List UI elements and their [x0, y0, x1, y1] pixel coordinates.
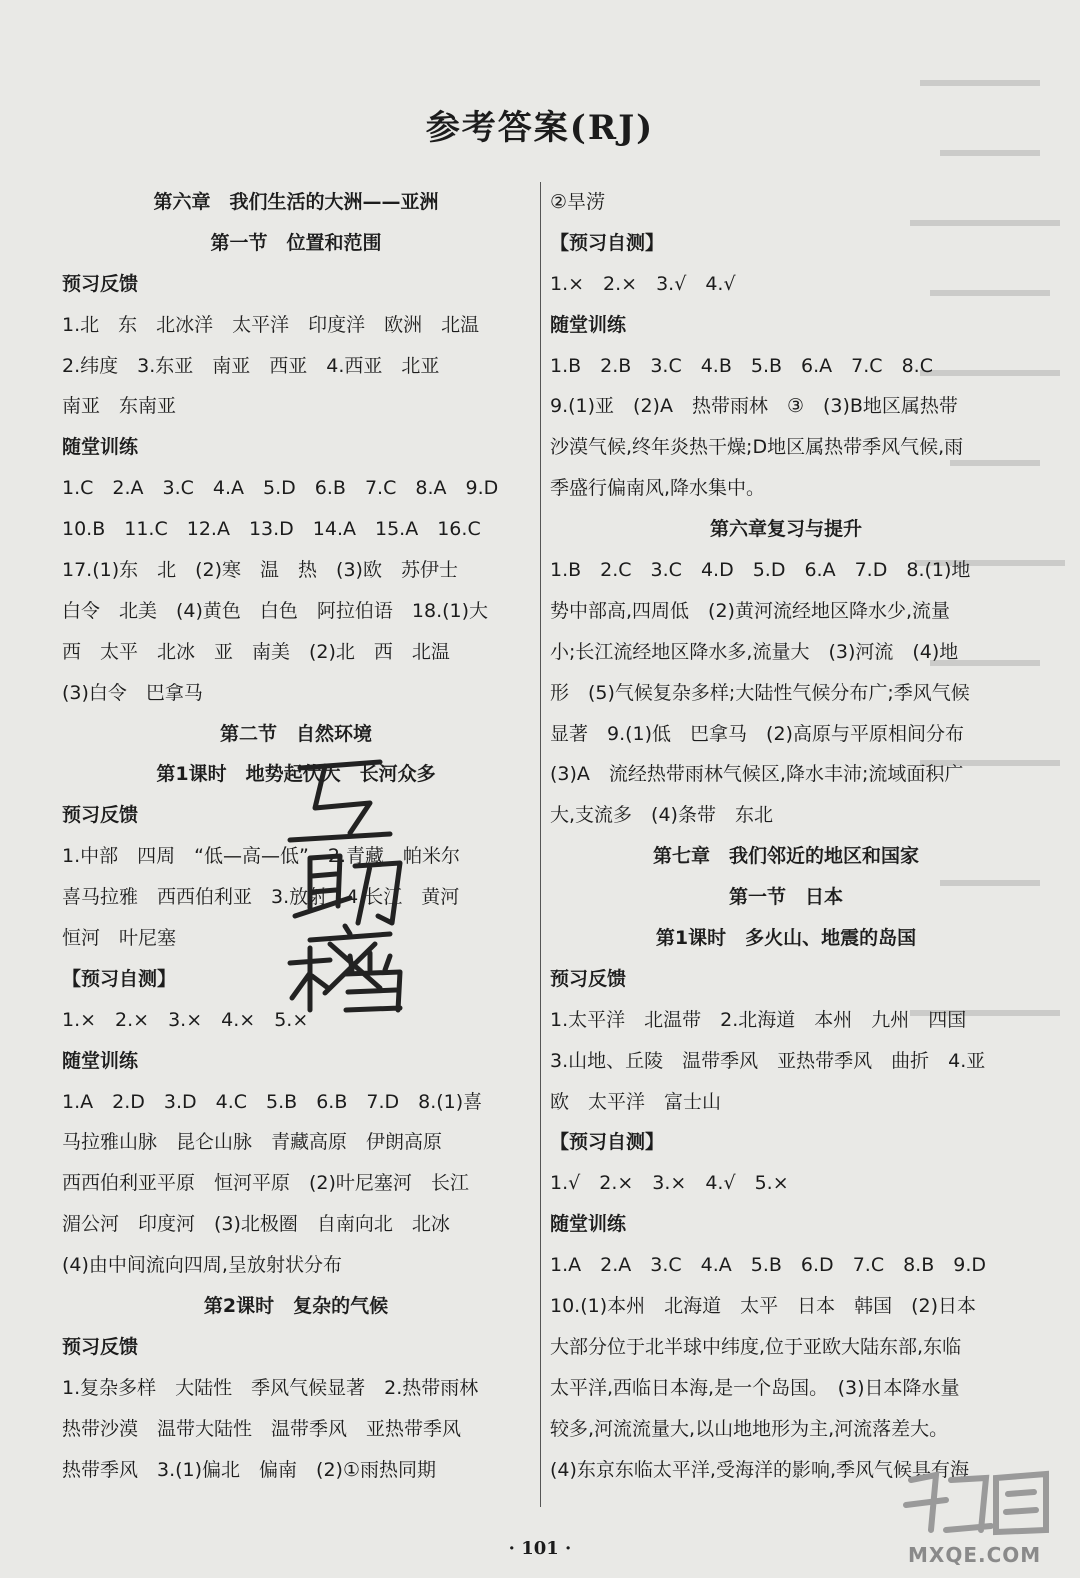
right-answer-line: 季盛行偏南风,降水集中。	[550, 477, 766, 500]
left-subheading: 随堂训练	[62, 436, 139, 459]
right-answer-line: 较多,河流流量大,以山地地形为主,河流落差大。	[550, 1417, 949, 1440]
left-answer-line: 1.复杂多样 大陆性 季风气候显著 2.热带雨林	[62, 1376, 479, 1399]
left-section-heading: 第2课时 复杂的气候	[203, 1295, 389, 1318]
right-answer-line: 1.A 2.A 3.C 4.A 5.B 6.D 7.C 8.B 9.D	[550, 1254, 987, 1277]
left-subheading: 【预习自测】	[62, 967, 177, 990]
right-answer-line: 1.√ 2.× 3.× 4.√ 5.×	[550, 1172, 789, 1195]
left-answer-line: 热带沙漠 温带大陆性 温带季风 亚热带季风	[62, 1417, 462, 1440]
right-answer-line: ②旱涝	[550, 191, 606, 213]
left-answer-line: 热带季风 3.(1)偏北 偏南 (2)①雨热同期	[62, 1458, 436, 1481]
right-answer-line: 小;长江流经地区降水多,流量大 (3)河流 (4)地	[550, 640, 959, 663]
left-answer-line: 1.× 2.× 3.× 4.× 5.×	[62, 1008, 309, 1031]
left-subheading: 预习反馈	[62, 1335, 139, 1358]
page-title: 参考答案(RJ)	[425, 108, 655, 148]
left-answer-line: 1.A 2.D 3.D 4.C 5.B 6.B 7.D 8.(1)喜	[62, 1090, 483, 1113]
right-answer-line: 大部分位于北半球中纬度,位于亚欧大陆东部,东临	[550, 1335, 962, 1358]
left-answer-line: 南亚 东南亚	[62, 395, 177, 418]
left-section-heading: 第六章 我们生活的大洲——亚洲	[153, 191, 439, 213]
right-column	[550, 182, 1022, 1491]
left-answer-line: 湄公河 印度河 (3)北极圈 自南向北 北冰	[62, 1213, 450, 1236]
left-answer-line: 1.C 2.A 3.C 4.A 5.D 6.B 7.C 8.A 9.D	[62, 477, 499, 500]
left-answer-line: 西西伯利亚平原 恒河平原 (2)叶尼塞河 长江	[62, 1172, 469, 1195]
right-answer-line: 1.B 2.B 3.C 4.B 5.B 6.A 7.C 8.C	[550, 354, 933, 377]
left-section-heading: 第1课时 地势起伏大 长河众多	[156, 763, 436, 786]
right-section-heading: 第一节 日本	[728, 886, 843, 909]
right-answer-line: 10.(1)本州 北海道 太平 日本 韩国 (2)日本	[550, 1295, 977, 1318]
right-answer-line: 大,支流多 (4)条带 东北	[550, 804, 773, 827]
right-subheading: 随堂训练	[550, 1213, 627, 1236]
left-answer-line: 喜马拉雅 西西伯利亚 3.放射 4.长江 黄河	[62, 886, 460, 909]
left-answer-line: 西 太平 北冰 亚 南美 (2)北 西 北温	[62, 640, 450, 663]
right-section-heading: 第六章复习与提升	[709, 518, 862, 541]
right-answer-line: (4)东京东临太平洋,受海洋的影响,季风气候具有海	[550, 1458, 969, 1481]
left-answer-line: 17.(1)东 北 (2)寒 温 热 (3)欧 苏伊士	[62, 559, 458, 582]
right-answer-line: 1.B 2.C 3.C 4.D 5.D 6.A 7.D 8.(1)地	[550, 559, 971, 582]
right-subheading: 【预习自测】	[550, 1131, 665, 1154]
left-section-heading: 第二节 自然环境	[219, 722, 372, 745]
right-answer-line: 1.太平洋 北温带 2.北海道 本州 九州 四国	[550, 1008, 967, 1031]
right-answer-line: (3)A 流经热带雨林气候区,降水丰沛;流域面积广	[550, 763, 964, 786]
right-answer-line: 3.山地、丘陵 温带季风 亚热带季风 曲折 4.亚	[550, 1049, 986, 1072]
column-divider	[540, 182, 541, 1507]
right-answer-line: 显著 9.(1)低 巴拿马 (2)高原与平原相间分布	[550, 722, 964, 745]
left-section-heading: 第一节 位置和范围	[210, 231, 382, 254]
right-answer-line: 欧 太平洋 富士山	[550, 1090, 722, 1113]
right-section-heading: 第1课时 多火山、地震的岛国	[655, 927, 917, 950]
left-answer-line: 10.B 11.C 12.A 13.D 14.A 15.A 16.C	[62, 518, 481, 541]
left-answer-line: (4)由中间流向四周,呈放射状分布	[62, 1254, 342, 1277]
left-answer-line: 2.纬度 3.东亚 南亚 西亚 4.西亚 北亚	[62, 354, 440, 377]
right-answer-line: 9.(1)亚 (2)A 热带雨林 ③ (3)B地区属热带	[550, 395, 958, 418]
right-answer-line: 形 (5)气候复杂多样;大陆性气候分布广;季风气候	[550, 681, 970, 704]
right-subheading: 【预习自测】	[550, 231, 665, 254]
left-answer-line: 白令 北美 (4)黄色 白色 阿拉伯语 18.(1)大	[62, 599, 489, 622]
left-answer-line: (3)白令 巴拿马	[62, 681, 203, 704]
right-subheading: 随堂训练	[550, 313, 627, 336]
left-subheading: 预习反馈	[62, 272, 139, 295]
left-subheading: 预习反馈	[62, 804, 139, 827]
right-answer-line: 沙漠气候,终年炎热干燥;D地区属热带季风气候,雨	[550, 436, 964, 459]
right-subheading: 预习反馈	[550, 967, 627, 990]
left-answer-line: 马拉雅山脉 昆仑山脉 青藏高原 伊朗高原	[62, 1131, 443, 1154]
watermark-text: MXQE.COM	[908, 1543, 1042, 1567]
left-subheading: 随堂训练	[62, 1049, 139, 1072]
right-answer-line: 太平洋,西临日本海,是一个岛国。 (3)日本降水量	[550, 1376, 960, 1399]
page-number: · 101 ·	[508, 1538, 572, 1559]
right-section-heading: 第七章 我们邻近的地区和国家	[652, 845, 919, 868]
right-answer-line: 1.× 2.× 3.√ 4.√	[550, 272, 736, 295]
left-answer-line: 1.中部 四周 “低—高—低” 2.青藏 帕米尔	[62, 845, 460, 868]
right-answer-line: 势中部高,四周低 (2)黄河流经地区降水少,流量	[550, 599, 950, 622]
handwritten-annotation	[270, 748, 440, 1018]
left-answer-line: 恒河 叶尼塞	[62, 927, 177, 950]
left-answer-line: 1.北 东 北冰洋 太平洋 印度洋 欧洲 北温	[62, 313, 480, 336]
